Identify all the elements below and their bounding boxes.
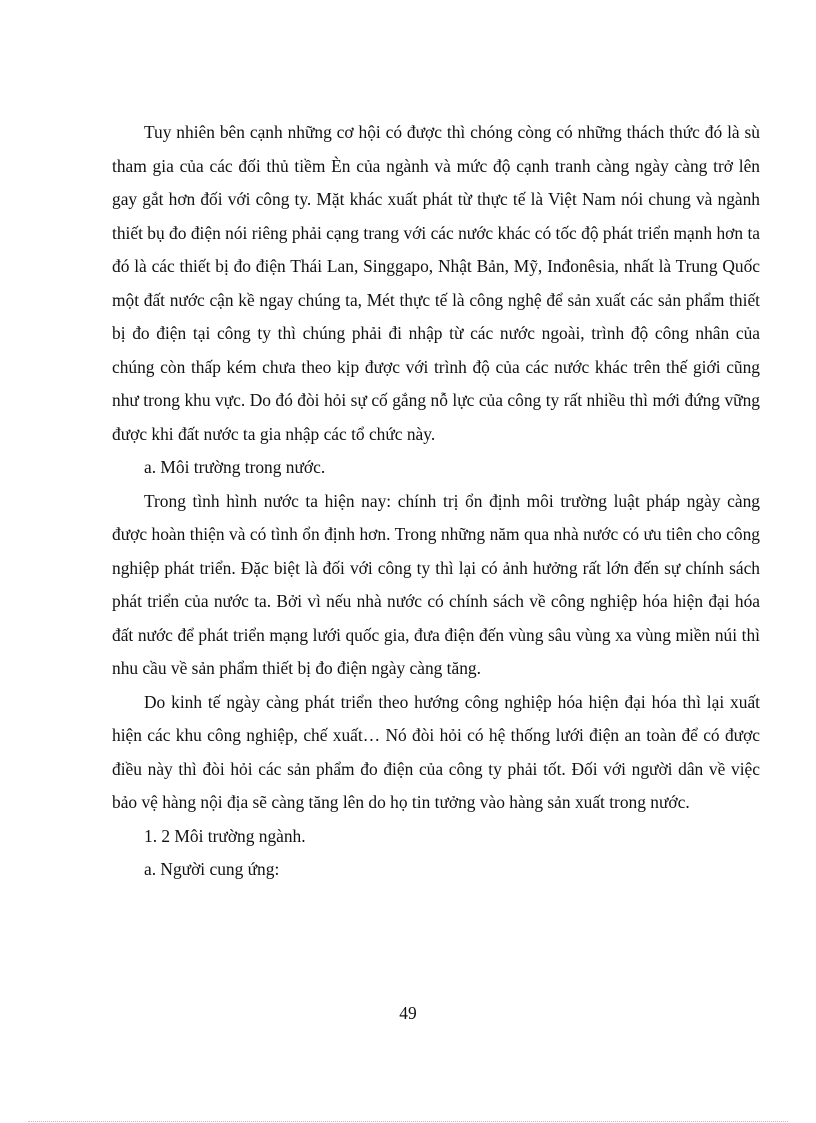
subheading-suppliers: a. Người cung ứng: bbox=[144, 859, 280, 879]
page-number: 49 bbox=[399, 1003, 417, 1023]
footer-divider bbox=[28, 1121, 788, 1122]
subheading-domestic-environment: a. Môi trường trong nước. bbox=[144, 457, 326, 477]
paragraph-economic-development: Do kinh tế ngày càng phát triển theo hướng công nghiệp hóa hiện đại hóa thì lại xuất hiện các khu công nghiệp, chế xuất… Nó đòi hỏi có hệ thống lưới điện an toàn để có được điều này thì đòi hỏi các sản phẩm đo điện của công ty phải tốt. Đối với người dân về việc bảo vệ hàng nội địa sẽ càng tăng lên do họ tin tưởng vào hàng sản xuất trong nước. bbox=[112, 691, 760, 812]
body-text bbox=[112, 116, 760, 887]
paragraph-opportunities-challenges: Tuy nhiên bên cạnh những cơ hội có được thì chóng còng có những thách thức đó là sù tham gia của các đối thủ tiềm Èn của ngành và mức độ cạnh tranh càng ngày càng trở lên gay gắt hơn đối với công ty. Mặt khác xuất phát từ thực tế là Việt Nam nói chung và ngành thiết bụ đo điện nói riêng phải cạng trang với các nước khác có tốc độ phát triển mạnh hơn ta đó là các thiết bị đo điện Thái Lan, Singgapo, Nhật Bản, Mỹ, Inđonêsia, nhất là Trung Quốc một đất nước cận kề ngay chúng ta, Mét thực tế là công nghệ để sản xuất các sản phẩm thiết bị đo điện tại công ty thì chúng phải đi nhập từ các nước ngoài, trình độ công nhân của chúng còn thấp kém chưa theo kịp được với trình độ của các nước khác trên thế giới cũng như trong khu vực. Do đó đòi hỏi sự cố gắng nỗ lực của công ty rất nhiều thì mới đứng vững được khi đất nước ta gia nhập các tổ chức này. bbox=[112, 122, 760, 444]
section-heading-industry-environment: 1. 2 Môi trường ngành. bbox=[144, 825, 306, 846]
paragraph-domestic-situation: Trong tình hình nước ta hiện nay: chính trị ổn định môi trường luật pháp ngày càng được hoàn thiện và có tình ổn định hơn. Trong những năm qua nhà nước có ưu tiên cho công nghiệp phát triển. Đặc biệt là đối với công ty thì lại có ảnh hưởng rất lớn đến sự chính sách phát triển của nước ta. Bởi vì nếu nhà nước có chính sách về công nghiệp hóa hiện đại hóa đất nước để phát triển mạng lưới quốc gia, đưa điện đến vùng sâu vùng xa vùng miền núi thì nhu cầu về sản phẩm thiết bị đo điện ngày càng tăng. bbox=[112, 490, 760, 678]
